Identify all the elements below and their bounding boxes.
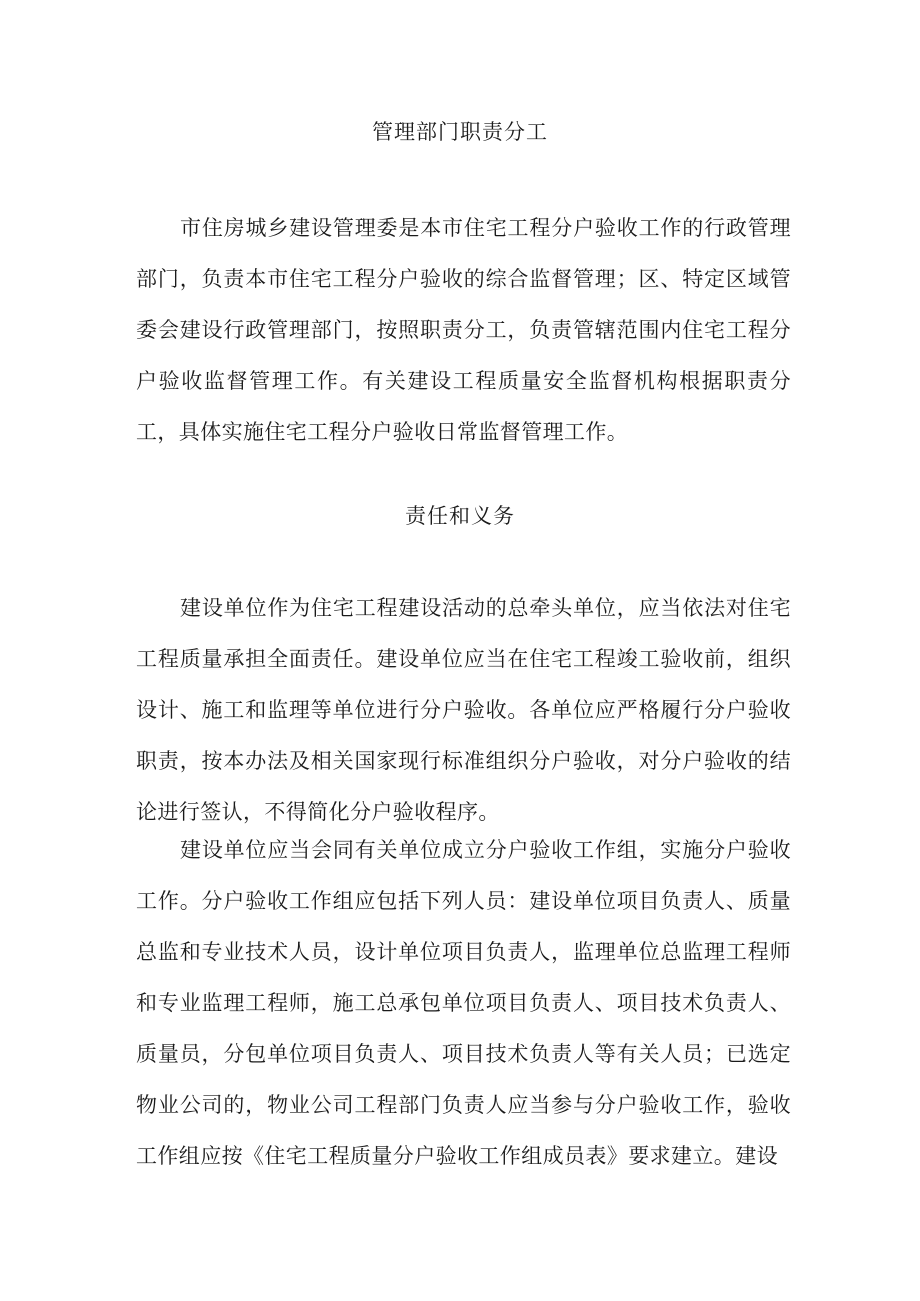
- paragraph-builder-responsibility: 建设单位作为住宅工程建设活动的总牵头单位，应当依法对住宅工程质量承担全面责任。建设单位应当在住宅工程竣工验收前，组织设计、施工和监理等单位进行分户验收。各单位应严格履行分户验收职责，按本办法及相关国家现行标准组织分户验收，对分户验收的结论进行签认，不得简化分户验收程序。: [136, 596, 791, 824]
- paragraph-inspection-workgroup: 建设单位应当会同有关单位成立分户验收工作组，实施分户验收工作。分户验收工作组应包括下列人员：建设单位项目负责人、质量总监和专业技术人员，设计单位项目负责人，监理单位总监理工程师和专业监理工程师，施工总承包单位项目负责人、项目技术负责人、质量员，分包单位项目负责人、项目技术负责人等有关人员；已选定物业公司的，物业公司工程部门负责人应当参与分户验收工作，验收工作组应按《住宅工程质量分户验收工作组成员表》要求建立。建设: [136, 838, 791, 1168]
- section-heading-management-duties: 管理部门职责分工: [372, 120, 548, 144]
- paragraph-management-duties: 市住房城乡建设管理委是本市住宅工程分户验收工作的行政管理部门，负责本市住宅工程分户验收的综合监督管理；区、特定区域管委会建设行政管理部门，按照职责分工，负责管辖范围内住宅工程分户验收监督管理工作。有关建设工程质量安全监督机构根据职责分工，具体实施住宅工程分户验收日常监督管理工作。: [136, 216, 791, 444]
- section-heading-responsibilities: 责任和义务: [405, 504, 515, 528]
